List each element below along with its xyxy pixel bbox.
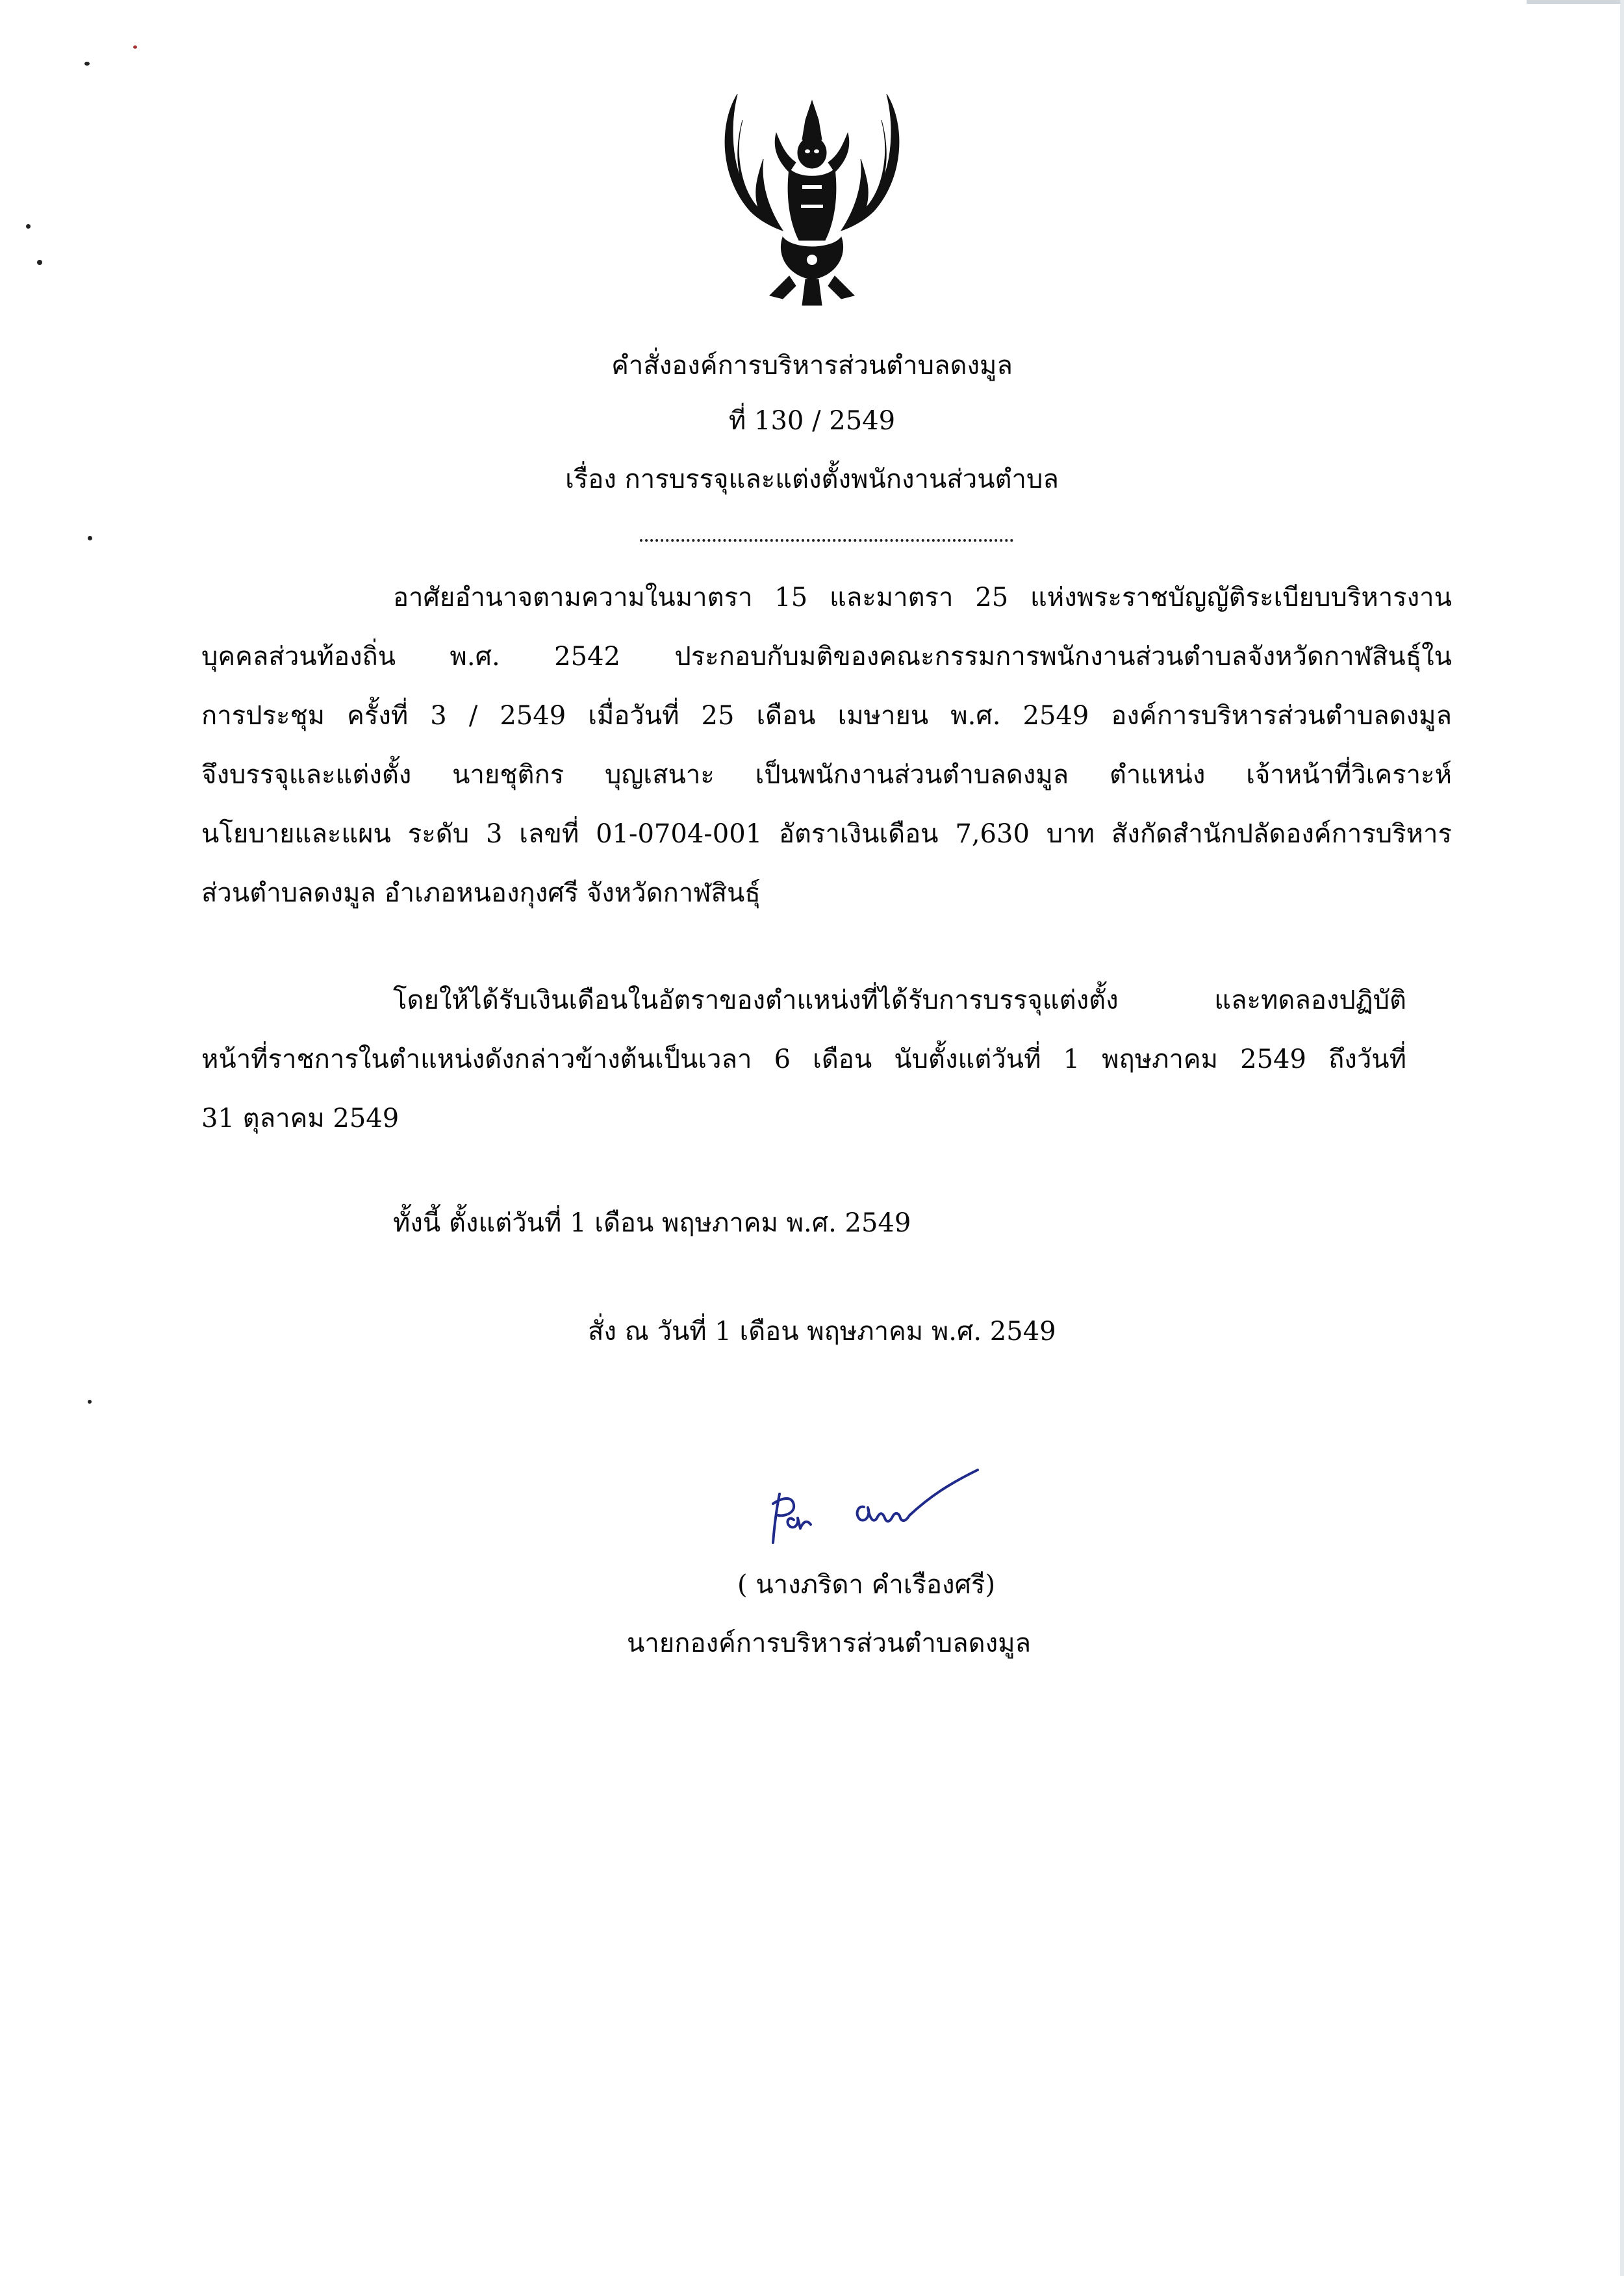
document-number: ที่ 130 / 2549 [728,406,896,436]
scan-speck [84,62,90,66]
paragraph-1-line-2: บุคคลส่วนท้องถิ่น พ.ศ. 2542 ประกอบกับมติของคณะกรรมการพนักงานส่วนตำบลจังหวัดกาฬสินธุ์ใน [201,642,1452,672]
scan-speck [37,260,42,265]
effective-date: ทั้งนี้ ตั้งแต่วันที่ 1 เดือน พฤษภาคม พ.ศ. 2549 [393,1208,911,1238]
handwritten-signature [754,1465,1000,1549]
paragraph-2-line-1: โดยให้ได้รับเงินเดือนในอัตราของตำแหน่งที่ได้รับการบรรจุแต่งตั้ง และทดลองปฏิบัติ [393,985,1406,1015]
document-subject: เรื่อง การบรรจุและแต่งตั้งพนักงานส่วนตำบล [565,464,1059,494]
document-title: คำสั่งองค์การบริหารส่วนตำบลดงมูล [611,351,1013,381]
paragraph-1-line-6: ส่วนตำบลดงมูล อำเภอหนองกุงศรี จังหวัดกาฬสินธุ์ [201,878,761,908]
paragraph-1-line-4: จึงบรรจุและแต่งตั้ง นายชุติกร บุญเสนาะ เป็นพนักงานส่วนตำบลดงมูล ตำแหน่ง เจ้าหน้าที่วิเคราะห์ [201,760,1452,790]
paragraph-2-line-2: หน้าที่ราชการในตำแหน่งดังกล่าวข้างต้นเป็นเวลา 6 เดือน นับตั้งแต่วันที่ 1 พฤษภาคม 2549 ถึงวันที่ [201,1044,1406,1074]
paragraph-2-line-3: 31 ตุลาคม 2549 [201,1104,400,1133]
scan-edge [1620,0,1624,2276]
paragraph-1-line-5: นโยบายและแผน ระดับ 3 เลขที่ 01-0704-001 อัตราเงินเดือน 7,630 บาท สังกัดสำนักปลัดองค์การบริหาร [201,819,1452,849]
signatory-position: นายกองค์การบริหารส่วนตำบลดงมูล [627,1628,1032,1658]
garuda-emblem-icon [711,81,913,309]
paragraph-1-line-3: การประชุม ครั้งที่ 3 / 2549 เมื่อวันที่ 25 เดือน เมษายน พ.ศ. 2549 องค์การบริหารส่วนตำบลดงมูล [201,701,1452,731]
header-divider [640,539,1013,542]
scan-speck [133,45,137,49]
scan-edge [1527,0,1624,4]
scan-speck [26,224,31,229]
ordered-date: สั่ง ณ วันที่ 1 เดือน พฤษภาคม พ.ศ. 2549 [588,1317,1056,1347]
paragraph-1-line-1: อาศัยอำนาจตามความในมาตรา 15 และมาตรา 25 แห่งพระราชบัญญัติระเบียบบริหารงาน [393,583,1452,613]
scan-speck [88,536,92,540]
scan-speck [88,1400,92,1404]
signatory-name: ( นางภริดา คำเรืองศรี) [737,1570,996,1600]
